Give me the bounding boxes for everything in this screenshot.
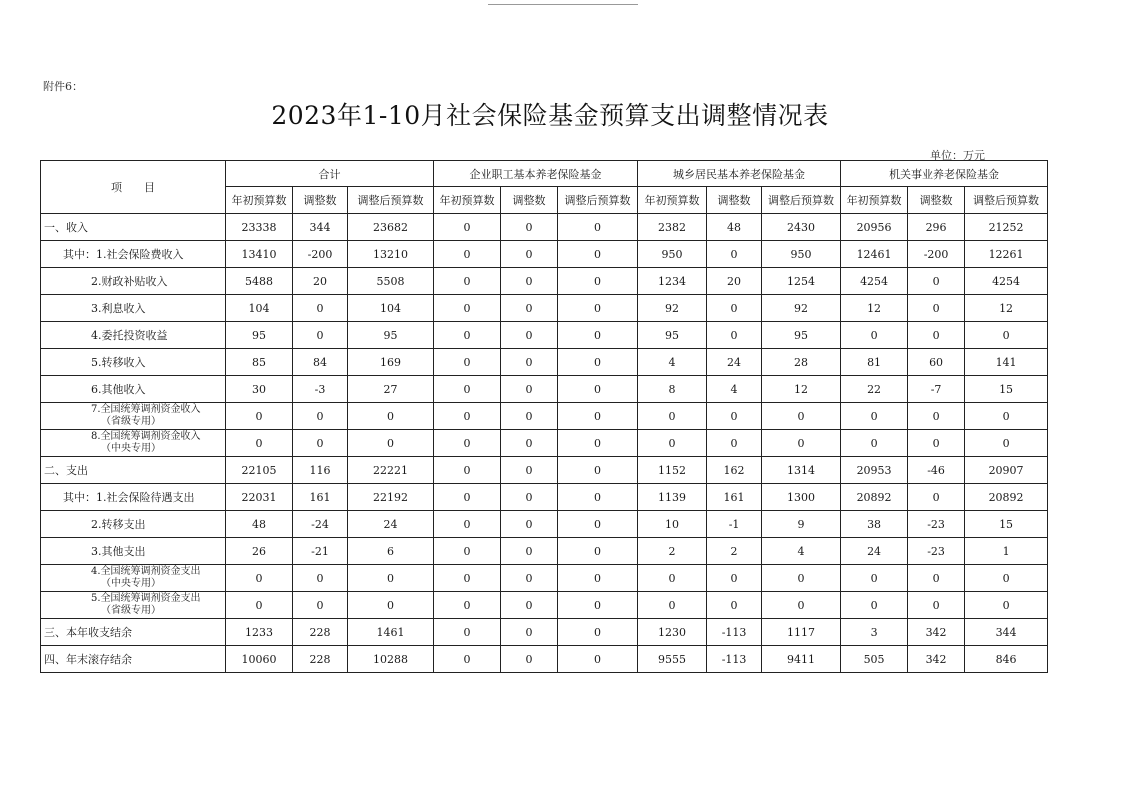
cell-value: 228 <box>293 646 348 673</box>
cell-value: 0 <box>501 565 558 592</box>
scan-edge-mark <box>488 4 638 5</box>
cell-value: -200 <box>908 241 965 268</box>
cell-value: 1314 <box>762 457 841 484</box>
row-label-text: 其中：1.社会保险费收入 <box>63 248 184 261</box>
cell-value: 20892 <box>841 484 908 511</box>
cell-value: 0 <box>558 214 638 241</box>
cell-value: -21 <box>293 538 348 565</box>
cell-value: 5508 <box>348 268 434 295</box>
table-row <box>41 295 1048 322</box>
row-label-text: 5.全国统筹调剂资金支出 <box>91 593 201 604</box>
cell-value: 0 <box>226 592 293 619</box>
row-label-text: 4.委托投资收益 <box>91 329 168 342</box>
cell-value: -24 <box>293 511 348 538</box>
cell-value: 0 <box>841 592 908 619</box>
table-row <box>41 484 1048 511</box>
cell-value: 22192 <box>348 484 434 511</box>
cell-value: 0 <box>501 241 558 268</box>
cell-value: 1234 <box>638 268 707 295</box>
cell-value: 15 <box>965 511 1048 538</box>
cell-value: 26 <box>226 538 293 565</box>
cell-value: 4254 <box>965 268 1048 295</box>
cell-value: -113 <box>707 646 762 673</box>
cell-value: 0 <box>434 268 501 295</box>
cell-value: 0 <box>841 565 908 592</box>
cell-value: 0 <box>841 430 908 457</box>
cell-value: 95 <box>638 322 707 349</box>
cell-value: 0 <box>638 565 707 592</box>
cell-value: 13210 <box>348 241 434 268</box>
row-label <box>41 295 226 322</box>
cell-value: 20953 <box>841 457 908 484</box>
row-label <box>41 484 226 511</box>
table-row <box>41 619 1048 646</box>
header-sub: 年初预算数 <box>841 187 908 214</box>
cell-value: -3 <box>293 376 348 403</box>
cell-value: 0 <box>501 646 558 673</box>
cell-value: 4 <box>762 538 841 565</box>
cell-value: 20907 <box>965 457 1048 484</box>
cell-value: 10288 <box>348 646 434 673</box>
cell-value: 1152 <box>638 457 707 484</box>
cell-value: 1117 <box>762 619 841 646</box>
cell-value: 12 <box>762 376 841 403</box>
cell-value: 0 <box>558 484 638 511</box>
cell-value: 4 <box>638 349 707 376</box>
cell-value: 48 <box>226 511 293 538</box>
cell-value: 0 <box>558 241 638 268</box>
cell-value: 846 <box>965 646 1048 673</box>
cell-value: 0 <box>558 646 638 673</box>
cell-value: 0 <box>707 592 762 619</box>
cell-value: 0 <box>965 565 1048 592</box>
cell-value: 1300 <box>762 484 841 511</box>
row-label <box>41 565 226 592</box>
cell-value: 0 <box>434 322 501 349</box>
row-label-text: 其中：1.社会保险待遇支出 <box>63 491 195 504</box>
row-label <box>41 403 226 430</box>
cell-value: 0 <box>501 295 558 322</box>
cell-value: 0 <box>908 268 965 295</box>
header-sub: 年初预算数 <box>638 187 707 214</box>
cell-value: 2 <box>707 538 762 565</box>
cell-value: 0 <box>501 376 558 403</box>
cell-value: 0 <box>293 403 348 430</box>
cell-value: -200 <box>293 241 348 268</box>
cell-value: 30 <box>226 376 293 403</box>
row-label-text: 7.全国统筹调剂资金收入 <box>91 404 201 415</box>
cell-value: -7 <box>908 376 965 403</box>
cell-value: 22031 <box>226 484 293 511</box>
cell-value: 0 <box>434 295 501 322</box>
row-label-text: 6.其他收入 <box>91 383 146 396</box>
cell-value: 0 <box>226 403 293 430</box>
cell-value: 0 <box>558 538 638 565</box>
cell-value: 116 <box>293 457 348 484</box>
cell-value: 0 <box>434 619 501 646</box>
row-label <box>41 457 226 484</box>
cell-value: 950 <box>762 241 841 268</box>
row-label-text: 3.利息收入 <box>91 302 146 315</box>
cell-value: 0 <box>965 322 1048 349</box>
header-item: 项 目 <box>41 161 226 214</box>
cell-value: 342 <box>908 646 965 673</box>
cell-value: 0 <box>707 403 762 430</box>
row-label <box>41 646 226 673</box>
cell-value: -1 <box>707 511 762 538</box>
cell-value: 0 <box>434 376 501 403</box>
cell-value: 8 <box>638 376 707 403</box>
cell-value: 10 <box>638 511 707 538</box>
cell-value: 0 <box>434 565 501 592</box>
cell-value: 1230 <box>638 619 707 646</box>
cell-value: 0 <box>558 457 638 484</box>
cell-value: 0 <box>434 241 501 268</box>
row-label <box>41 592 226 619</box>
cell-value: 1461 <box>348 619 434 646</box>
cell-value: 0 <box>348 430 434 457</box>
row-label <box>41 322 226 349</box>
row-label-text: 三、本年收支结余 <box>44 626 132 639</box>
cell-value: -23 <box>908 538 965 565</box>
row-label <box>41 430 226 457</box>
cell-value: 20956 <box>841 214 908 241</box>
cell-value: 1254 <box>762 268 841 295</box>
attachment-label: 附件6： <box>43 80 83 93</box>
cell-value: 0 <box>965 430 1048 457</box>
cell-value: 12 <box>965 295 1048 322</box>
header-sub: 年初预算数 <box>434 187 501 214</box>
cell-value: 15 <box>965 376 1048 403</box>
row-label <box>41 214 226 241</box>
cell-value: 0 <box>558 376 638 403</box>
cell-value: -23 <box>908 511 965 538</box>
cell-value: 0 <box>501 592 558 619</box>
cell-value: 0 <box>965 403 1048 430</box>
cell-value: 23338 <box>226 214 293 241</box>
cell-value: 104 <box>348 295 434 322</box>
header-sub: 年初预算数 <box>226 187 293 214</box>
cell-value: 20892 <box>965 484 1048 511</box>
row-label-note: （省级专用） <box>101 416 161 427</box>
cell-value: 0 <box>434 538 501 565</box>
cell-value: 162 <box>707 457 762 484</box>
cell-value: 0 <box>434 592 501 619</box>
cell-value: 0 <box>501 403 558 430</box>
cell-value: 0 <box>501 322 558 349</box>
cell-value: 84 <box>293 349 348 376</box>
header-sub: 调整数 <box>908 187 965 214</box>
table-row <box>41 511 1048 538</box>
cell-value: 0 <box>434 457 501 484</box>
cell-value: 104 <box>226 295 293 322</box>
cell-value: 0 <box>434 403 501 430</box>
cell-value: 0 <box>558 511 638 538</box>
cell-value: 3 <box>841 619 908 646</box>
cell-value: 0 <box>226 430 293 457</box>
cell-value: 0 <box>965 592 1048 619</box>
cell-value: 92 <box>638 295 707 322</box>
row-label-text: 二、支出 <box>44 464 88 477</box>
row-label-note: （中央专用） <box>101 578 161 589</box>
table-row <box>41 592 1048 619</box>
cell-value: 95 <box>762 322 841 349</box>
cell-value: 0 <box>293 322 348 349</box>
row-label-text: 8.全国统筹调剂资金收入 <box>91 431 201 442</box>
cell-value: 0 <box>908 484 965 511</box>
cell-value: 0 <box>501 349 558 376</box>
header-sub: 调整后预算数 <box>558 187 638 214</box>
cell-value: 95 <box>348 322 434 349</box>
cell-value: 2382 <box>638 214 707 241</box>
cell-value: 0 <box>501 268 558 295</box>
cell-value: 344 <box>965 619 1048 646</box>
row-label <box>41 268 226 295</box>
cell-value: 161 <box>707 484 762 511</box>
table-row <box>41 241 1048 268</box>
cell-value: 0 <box>434 646 501 673</box>
row-label <box>41 619 226 646</box>
cell-value: 0 <box>707 241 762 268</box>
cell-value: 0 <box>348 592 434 619</box>
cell-value: 0 <box>501 430 558 457</box>
cell-value: 0 <box>908 592 965 619</box>
cell-value: 22105 <box>226 457 293 484</box>
row-label-text: 四、年末滚存结余 <box>44 653 132 666</box>
cell-value: 1139 <box>638 484 707 511</box>
cell-value: 24 <box>707 349 762 376</box>
cell-value: 0 <box>707 565 762 592</box>
header-sub: 调整后预算数 <box>762 187 841 214</box>
table-row <box>41 403 1048 430</box>
cell-value: 1 <box>965 538 1048 565</box>
cell-value: 24 <box>841 538 908 565</box>
cell-value: 0 <box>558 430 638 457</box>
row-label-note: （中央专用） <box>101 443 161 454</box>
cell-value: 95 <box>226 322 293 349</box>
cell-value: 10060 <box>226 646 293 673</box>
cell-value: 22221 <box>348 457 434 484</box>
budget-table <box>40 160 1048 673</box>
header-sub: 调整数 <box>707 187 762 214</box>
cell-value: 0 <box>293 295 348 322</box>
row-label-note: （省级专用） <box>101 605 161 616</box>
cell-value: 20 <box>293 268 348 295</box>
row-label-text: 5.转移收入 <box>91 356 146 369</box>
cell-value: 0 <box>638 403 707 430</box>
cell-value: 0 <box>501 511 558 538</box>
header-group-resident: 城乡居民基本养老保险基金 <box>638 161 841 187</box>
cell-value: 344 <box>293 214 348 241</box>
cell-value: 0 <box>293 430 348 457</box>
cell-value: 169 <box>348 349 434 376</box>
cell-value: 0 <box>348 403 434 430</box>
cell-value: 27 <box>348 376 434 403</box>
header-group-total: 合计 <box>226 161 434 187</box>
cell-value: 4254 <box>841 268 908 295</box>
cell-value: 4 <box>707 376 762 403</box>
cell-value: 24 <box>348 511 434 538</box>
cell-value: 13410 <box>226 241 293 268</box>
table-row <box>41 349 1048 376</box>
cell-value: 0 <box>558 349 638 376</box>
cell-value: 0 <box>638 592 707 619</box>
cell-value: 141 <box>965 349 1048 376</box>
cell-value: -46 <box>908 457 965 484</box>
cell-value: 0 <box>434 430 501 457</box>
cell-value: 0 <box>293 592 348 619</box>
cell-value: 81 <box>841 349 908 376</box>
cell-value: 0 <box>501 538 558 565</box>
cell-value: 0 <box>908 295 965 322</box>
row-label <box>41 538 226 565</box>
cell-value: 0 <box>638 430 707 457</box>
cell-value: 48 <box>707 214 762 241</box>
cell-value: 22 <box>841 376 908 403</box>
cell-value: 161 <box>293 484 348 511</box>
cell-value: 0 <box>908 403 965 430</box>
cell-value: 21252 <box>965 214 1048 241</box>
cell-value: 0 <box>501 484 558 511</box>
row-label <box>41 241 226 268</box>
row-label-text: 一、收入 <box>44 221 88 234</box>
cell-value: 0 <box>434 484 501 511</box>
cell-value: 0 <box>558 592 638 619</box>
table-row <box>41 646 1048 673</box>
table-row <box>41 430 1048 457</box>
cell-value: 0 <box>558 322 638 349</box>
cell-value: 0 <box>908 430 965 457</box>
cell-value: 0 <box>841 322 908 349</box>
cell-value: 85 <box>226 349 293 376</box>
row-label-text: 3.其他支出 <box>91 545 146 558</box>
cell-value: 342 <box>908 619 965 646</box>
cell-value: 0 <box>501 457 558 484</box>
cell-value: 0 <box>908 322 965 349</box>
cell-value: 0 <box>558 565 638 592</box>
table-row <box>41 565 1048 592</box>
cell-value: 2 <box>638 538 707 565</box>
cell-value: 0 <box>762 592 841 619</box>
cell-value: 0 <box>707 295 762 322</box>
cell-value: 92 <box>762 295 841 322</box>
cell-value: 12461 <box>841 241 908 268</box>
row-label <box>41 349 226 376</box>
cell-value: 0 <box>762 565 841 592</box>
page-title: 2023年1-10月社会保险基金预算支出调整情况表 <box>271 101 829 130</box>
row-label-text: 2.财政补贴收入 <box>91 275 168 288</box>
cell-value: 1233 <box>226 619 293 646</box>
table-row <box>41 538 1048 565</box>
header-group-institution: 机关事业养老保险基金 <box>841 161 1048 187</box>
cell-value: 950 <box>638 241 707 268</box>
cell-value: 296 <box>908 214 965 241</box>
header-sub: 调整数 <box>501 187 558 214</box>
cell-value: 0 <box>707 430 762 457</box>
cell-value: 505 <box>841 646 908 673</box>
cell-value: 0 <box>558 403 638 430</box>
cell-value: 0 <box>707 322 762 349</box>
row-label <box>41 511 226 538</box>
cell-value: 5488 <box>226 268 293 295</box>
row-label <box>41 376 226 403</box>
cell-value: 23682 <box>348 214 434 241</box>
cell-value: 9411 <box>762 646 841 673</box>
cell-value: 12 <box>841 295 908 322</box>
cell-value: 0 <box>226 565 293 592</box>
cell-value: 0 <box>348 565 434 592</box>
cell-value: 0 <box>908 565 965 592</box>
row-label-text: 2.转移支出 <box>91 518 146 531</box>
cell-value: 28 <box>762 349 841 376</box>
cell-value: 0 <box>762 430 841 457</box>
cell-value: 9 <box>762 511 841 538</box>
cell-value: 2430 <box>762 214 841 241</box>
cell-value: 0 <box>558 295 638 322</box>
cell-value: 0 <box>762 403 841 430</box>
cell-value: 60 <box>908 349 965 376</box>
table-row <box>41 457 1048 484</box>
cell-value: 0 <box>434 214 501 241</box>
cell-value: 0 <box>293 565 348 592</box>
header-group-enterprise: 企业职工基本养老保险基金 <box>434 161 638 187</box>
cell-value: 0 <box>558 268 638 295</box>
cell-value: 20 <box>707 268 762 295</box>
unit-label: 单位：万元 <box>930 149 985 162</box>
cell-value: 0 <box>434 349 501 376</box>
table-row <box>41 214 1048 241</box>
header-sub: 调整后预算数 <box>348 187 434 214</box>
table-row <box>41 322 1048 349</box>
cell-value: 0 <box>841 403 908 430</box>
header-sub: 调整后预算数 <box>965 187 1048 214</box>
table-row <box>41 268 1048 295</box>
cell-value: 38 <box>841 511 908 538</box>
cell-value: 0 <box>558 619 638 646</box>
cell-value: 12261 <box>965 241 1048 268</box>
cell-value: 0 <box>434 511 501 538</box>
table-row <box>41 376 1048 403</box>
cell-value: 0 <box>501 619 558 646</box>
cell-value: 0 <box>501 214 558 241</box>
row-label-text: 4.全国统筹调剂资金支出 <box>91 566 201 577</box>
cell-value: 9555 <box>638 646 707 673</box>
header-sub: 调整数 <box>293 187 348 214</box>
cell-value: -113 <box>707 619 762 646</box>
cell-value: 6 <box>348 538 434 565</box>
cell-value: 228 <box>293 619 348 646</box>
